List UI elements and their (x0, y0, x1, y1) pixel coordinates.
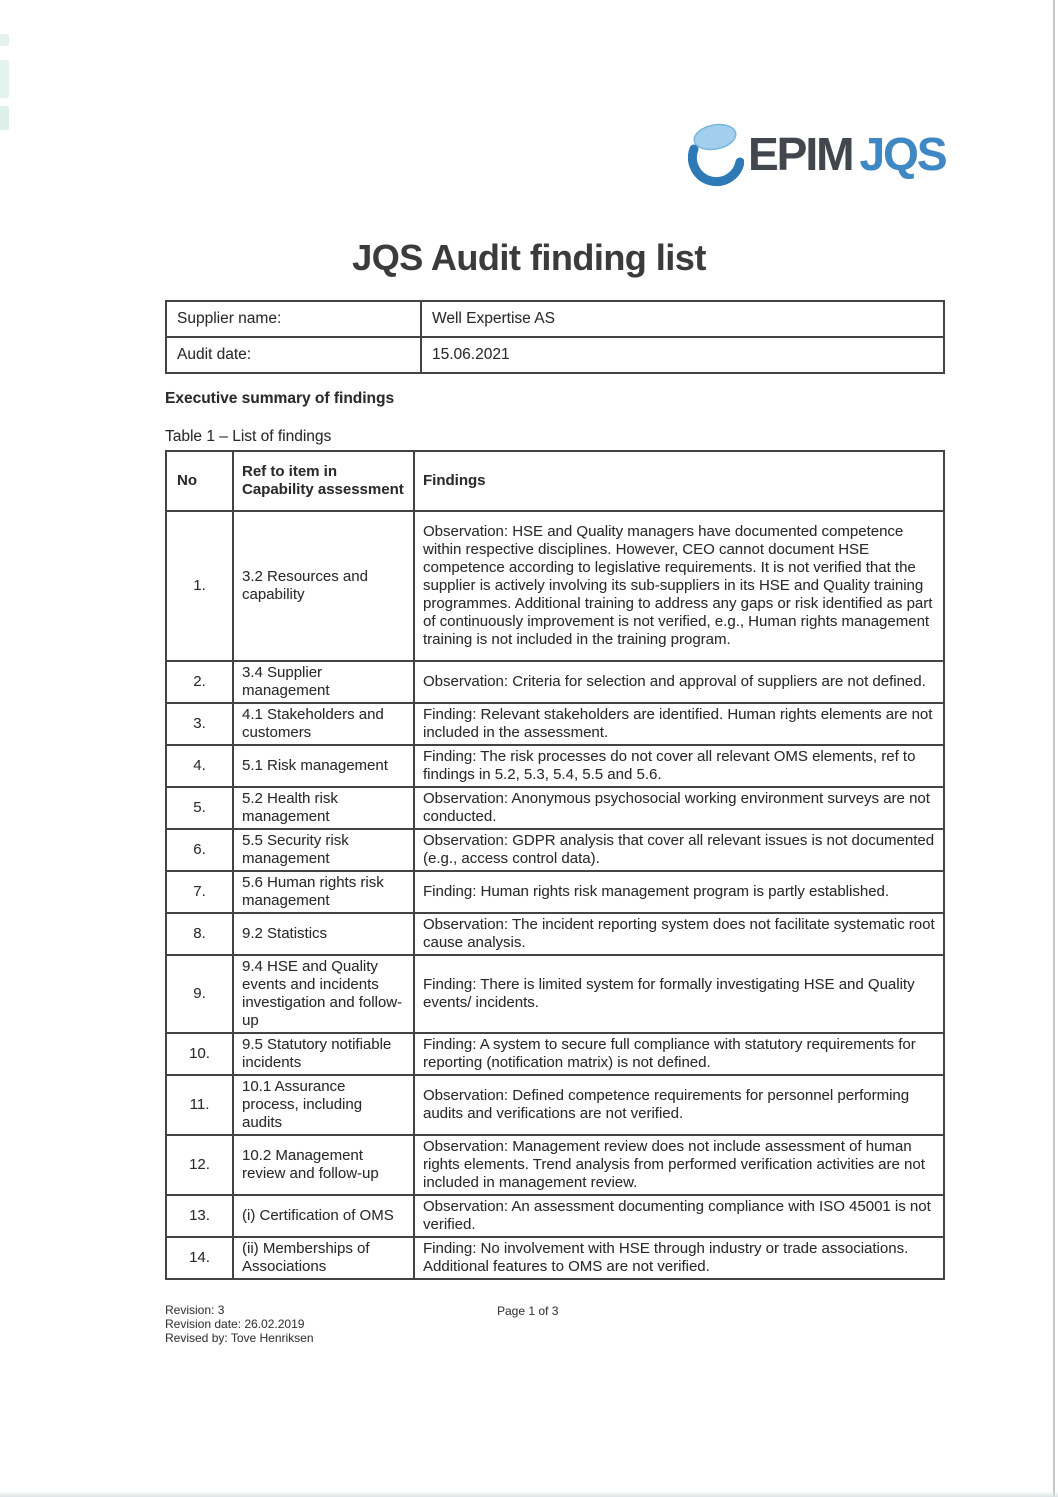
finding-no: 2. (166, 661, 233, 703)
info-row (166, 301, 944, 337)
scan-mark (0, 60, 9, 98)
table-row (166, 703, 944, 745)
finding-text: Observation: Defined competence requirements for personnel performing audits and verifications are not verified. (414, 1075, 944, 1135)
table-row (166, 787, 944, 829)
finding-no: 14. (166, 1237, 233, 1279)
finding-text: Finding: Relevant stakeholders are identified. Human rights elements are not included in the assessment. (414, 703, 944, 745)
footer-revised-by: Revised by: Tove Henriksen (165, 1331, 314, 1345)
table-caption: Table 1 – List of findings (165, 428, 332, 445)
table-row (166, 913, 944, 955)
finding-ref: 10.2 Management review and follow-up (233, 1135, 414, 1195)
finding-text: Observation: An assessment documenting compliance with ISO 45001 is not verified. (414, 1195, 944, 1237)
footer-revision-block (165, 1303, 314, 1345)
table-row (166, 745, 944, 787)
table-row (166, 829, 944, 871)
finding-ref: 4.1 Stakeholders and customers (233, 703, 414, 745)
scan-edge-line (1053, 0, 1055, 1497)
finding-text: Observation: GDPR analysis that cover all relevant issues is not documented (e.g., access control data). (414, 829, 944, 871)
epim-jqs-logo (688, 121, 946, 187)
table-row (166, 1033, 944, 1075)
finding-no: 12. (166, 1135, 233, 1195)
finding-text: Finding: There is limited system for formally investigating HSE and Quality events/ incidents. (414, 955, 944, 1033)
finding-text: Observation: Criteria for selection and approval of suppliers are not defined. (414, 661, 944, 703)
finding-ref: 10.1 Assurance process, including audits (233, 1075, 414, 1135)
finding-no: 3. (166, 703, 233, 745)
page-title: JQS Audit finding list (352, 237, 706, 278)
section-heading: Executive summary of findings (165, 390, 395, 407)
finding-text: Observation: Anonymous psychosocial working environment surveys are not conducted. (414, 787, 944, 829)
audit-date-value: 15.06.2021 (421, 337, 944, 373)
table-row (166, 1135, 944, 1195)
finding-no: 6. (166, 829, 233, 871)
finding-text: Observation: Management review does not include assessment of human rights elements. Trend analysis from performed verification activities are not included in management review. (414, 1135, 944, 1195)
finding-text: Observation: The incident reporting system does not facilitate systematic root cause analysis. (414, 913, 944, 955)
header-ref: Ref to item in Capability assessment (233, 451, 414, 511)
footer-revision-date: Revision date: 26.02.2019 (165, 1317, 305, 1331)
logo-text-epim: EPIM (748, 128, 853, 180)
finding-no: 5. (166, 787, 233, 829)
supplier-name-label: Supplier name: (166, 301, 421, 337)
logo-text-jqs: JQS (859, 128, 946, 180)
finding-ref: 3.2 Resources and capability (233, 511, 414, 661)
finding-ref: 5.6 Human rights risk management (233, 871, 414, 913)
finding-text: Finding: No involvement with HSE through industry or trade associations. Additional features to OMS are not verified. (414, 1237, 944, 1279)
table-row (166, 511, 944, 661)
epim-jqs-logo-icon (688, 121, 744, 187)
table-header-row (166, 451, 944, 511)
info-row (166, 337, 944, 373)
finding-ref: 5.2 Health risk management (233, 787, 414, 829)
logo-wordmark (748, 121, 946, 187)
table-row (166, 1195, 944, 1237)
audit-date-label: Audit date: (166, 337, 421, 373)
table-row (166, 1075, 944, 1135)
finding-ref: 5.1 Risk management (233, 745, 414, 787)
finding-no: 10. (166, 1033, 233, 1075)
finding-text: Finding: A system to secure full compliance with statutory requirements for reporting (notification matrix) is not defined. (414, 1033, 944, 1075)
finding-no: 7. (166, 871, 233, 913)
finding-text: Finding: Human rights risk management program is partly established. (414, 871, 944, 913)
finding-text: Observation: HSE and Quality managers have documented competence within respective disciplines. However, CEO cannot document HSE competence according to legislative requirements. It is not verified that the supplier is actively involving its sub-suppliers in its HSE and Quality training programmes. Additional training to address any gaps or risk identified as part of continuously improvement is not verified, e.g., Human rights management training is not included in the training program. (414, 511, 944, 661)
finding-no: 8. (166, 913, 233, 955)
header-no: No (166, 451, 233, 511)
scan-mark (0, 34, 9, 46)
finding-ref: 5.5 Security risk management (233, 829, 414, 871)
finding-text: Finding: The risk processes do not cover all relevant OMS elements, ref to findings in 5.2, 5.3, 5.4, 5.5 and 5.6. (414, 745, 944, 787)
table-row (166, 661, 944, 703)
table-row (166, 955, 944, 1033)
finding-ref: 9.2 Statistics (233, 913, 414, 955)
finding-ref: 9.4 HSE and Quality events and incidents investigation and follow-up (233, 955, 414, 1033)
finding-ref: 3.4 Supplier management (233, 661, 414, 703)
header-findings: Findings (414, 451, 944, 511)
findings-table (165, 450, 945, 1280)
footer-page-number: Page 1 of 3 (497, 1304, 559, 1318)
finding-no: 11. (166, 1075, 233, 1135)
table-row (166, 1237, 944, 1279)
finding-no: 4. (166, 745, 233, 787)
table-row (166, 871, 944, 913)
footer-revision: Revision: 3 (165, 1303, 225, 1317)
finding-ref: (i) Certification of OMS (233, 1195, 414, 1237)
finding-ref: 9.5 Statutory notifiable incidents (233, 1033, 414, 1075)
finding-ref: (ii) Memberships of Associations (233, 1237, 414, 1279)
scan-mark (0, 106, 9, 130)
finding-no: 13. (166, 1195, 233, 1237)
finding-no: 9. (166, 955, 233, 1033)
scan-edge-shadow (0, 1491, 1058, 1497)
supplier-name-value: Well Expertise AS (421, 301, 944, 337)
finding-no: 1. (166, 511, 233, 661)
supplier-info-table (165, 300, 945, 374)
